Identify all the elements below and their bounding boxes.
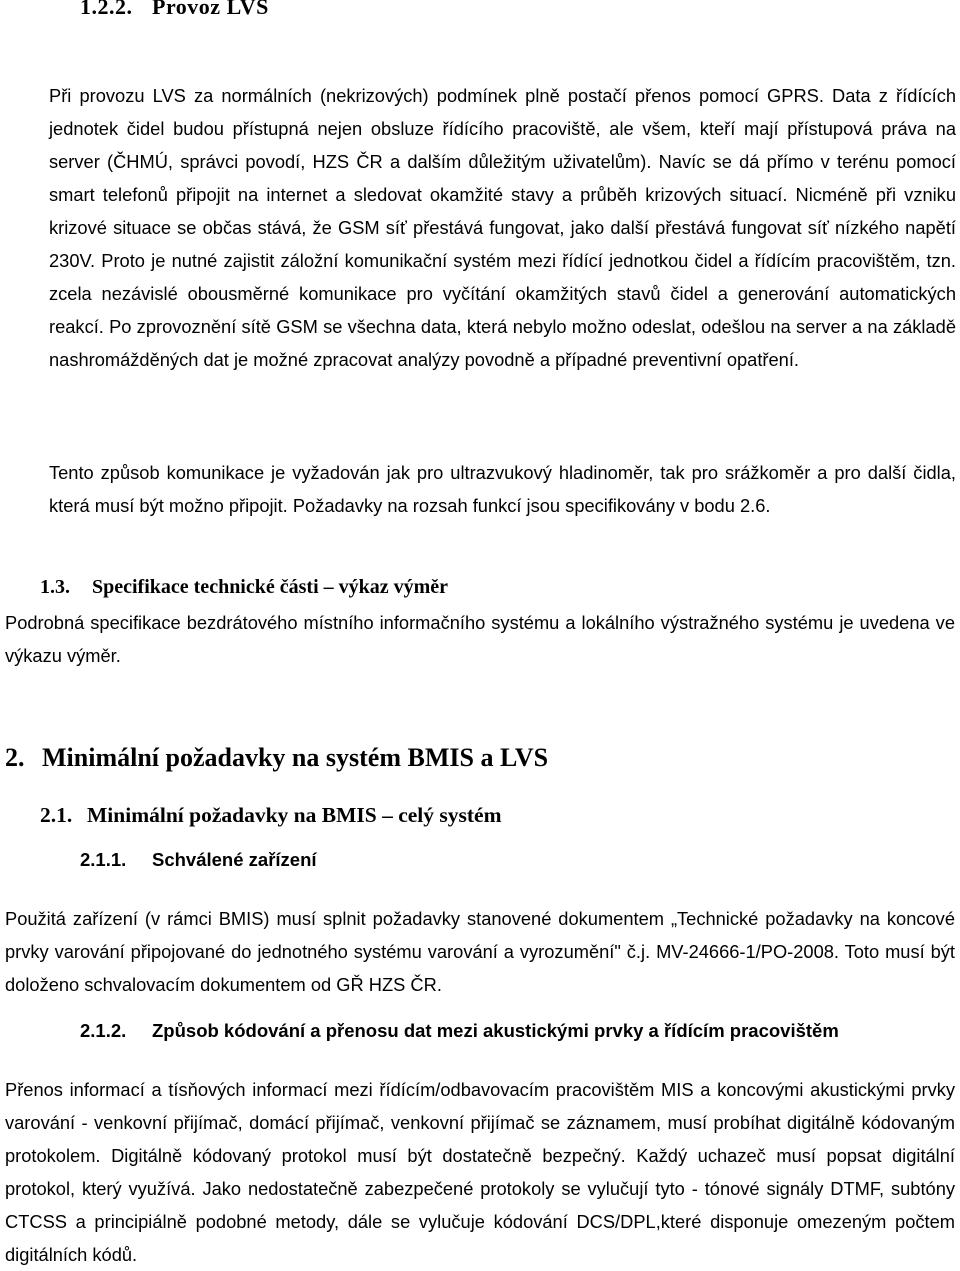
section-number: 2.1.2.	[80, 1020, 127, 1041]
chapter-title: Minimální požadavky na systém BMIS a LVS	[42, 743, 549, 772]
section-heading-2-1	[40, 803, 502, 828]
section-heading-1-2-2	[80, 0, 269, 20]
chapter-heading-2	[5, 743, 548, 773]
section-number: 2.1.	[40, 803, 73, 827]
paragraph-specifikace: Podrobná specifikace bezdrátového místního informačního systému a lokálního výstražného systému je uvedena ve výkazu výměr.	[5, 612, 955, 666]
section-heading-1-3	[40, 576, 448, 599]
chapter-number: 2.	[5, 743, 25, 772]
section-heading-2-1-1	[80, 849, 317, 871]
section-number: 1.3.	[40, 576, 70, 598]
section-title: Schválené zařízení	[152, 849, 317, 870]
section-heading-2-1-2	[80, 1020, 839, 1042]
paragraph-provoz-lvs: Při provozu LVS za normálních (nekrizových) podmínek plně postačí přenos pomocí GPRS. Data z řídících jednotek čidel budou přístupná nejen obsluze řídícího pracoviště, ale všem, kteří mají přístupová práva na server (ČHMÚ, správci povodí, HZS ČR a dalším důležitým uživatelům). Navíc se dá přímo v terénu pomocí smart telefonů připojit na internet a sledovat okamžité stavy a průběh krizových situací. Nicméně při vzniku krizové situace se občas stává, že GSM síť přestává fungovat, jako další přestává fungovat síť nízkého napětí 230V. Proto je nutné zajistit záložní komunikační systém mezi řídící jednotkou čidel a řídícím pracovištěm, tzn. zcela nezávislé obousměrné komunikace pro vyčítání okamžitých stavů čidel a generování automatických reakcí. Po zprovoznění sítě GSM se všechna data, která nebylo možno odeslat, odešlou na server a na základě nashromážděných dat je možné zpracovat analýzy povodně a případné preventivní opatření.	[49, 85, 956, 370]
section-title: Způsob kódování a přenosu dat mezi akustickými prvky a řídícím pracovištěm	[152, 1020, 839, 1041]
paragraph-komunikace: Tento způsob komunikace je vyžadován jak pro ultrazvukový hladinoměr, tak pro srážkoměr a pro další čidla, která musí být možno připojit. Požadavky na rozsah funkcí jsou specifikovány v bodu 2.6.	[49, 462, 956, 516]
section-title: Specifikace technické části – výkaz výměr	[92, 576, 449, 598]
paragraph-schvalene-zarizeni: Použitá zařízení (v rámci BMIS) musí splnit požadavky stanovené dokumentem „Technické požadavky na koncové prvky varování připojované do jednotného systému varování a vyrozumění" č.j. MV-24666-1/PO-2008. Toto musí být doloženo schvalovacím dokumentem od GŘ HZS ČR.	[5, 908, 955, 995]
section-number: 2.1.1.	[80, 849, 127, 870]
paragraph-kodovani: Přenos informací a tísňových informací mezi řídícím/odbavovacím pracovištěm MIS a koncovými akustickými prvky varování - venkovní přijímač, domácí přijímač, venkovní přijímač se záznamem, musí probíhat digitálně kódovaným protokolem. Digitálně kódovaný protokol musí být dostatečně bezpečný. Každý uchazeč musí popsat digitální protokol, který využívá. Jako nedostatečně zabezpečené protokoly se vylučují tyto - tónové signály DTMF, subtóny CTCSS a principiálně podobné metody, dále se vylučuje kódování DCS/DPL,které disponuje omezeným počtem digitálních kódů.	[5, 1079, 955, 1265]
section-title: Provoz LVS	[152, 0, 269, 19]
section-title: Minimální požadavky na BMIS – celý systém	[87, 803, 502, 827]
section-number: 1.2.2.	[80, 0, 133, 19]
